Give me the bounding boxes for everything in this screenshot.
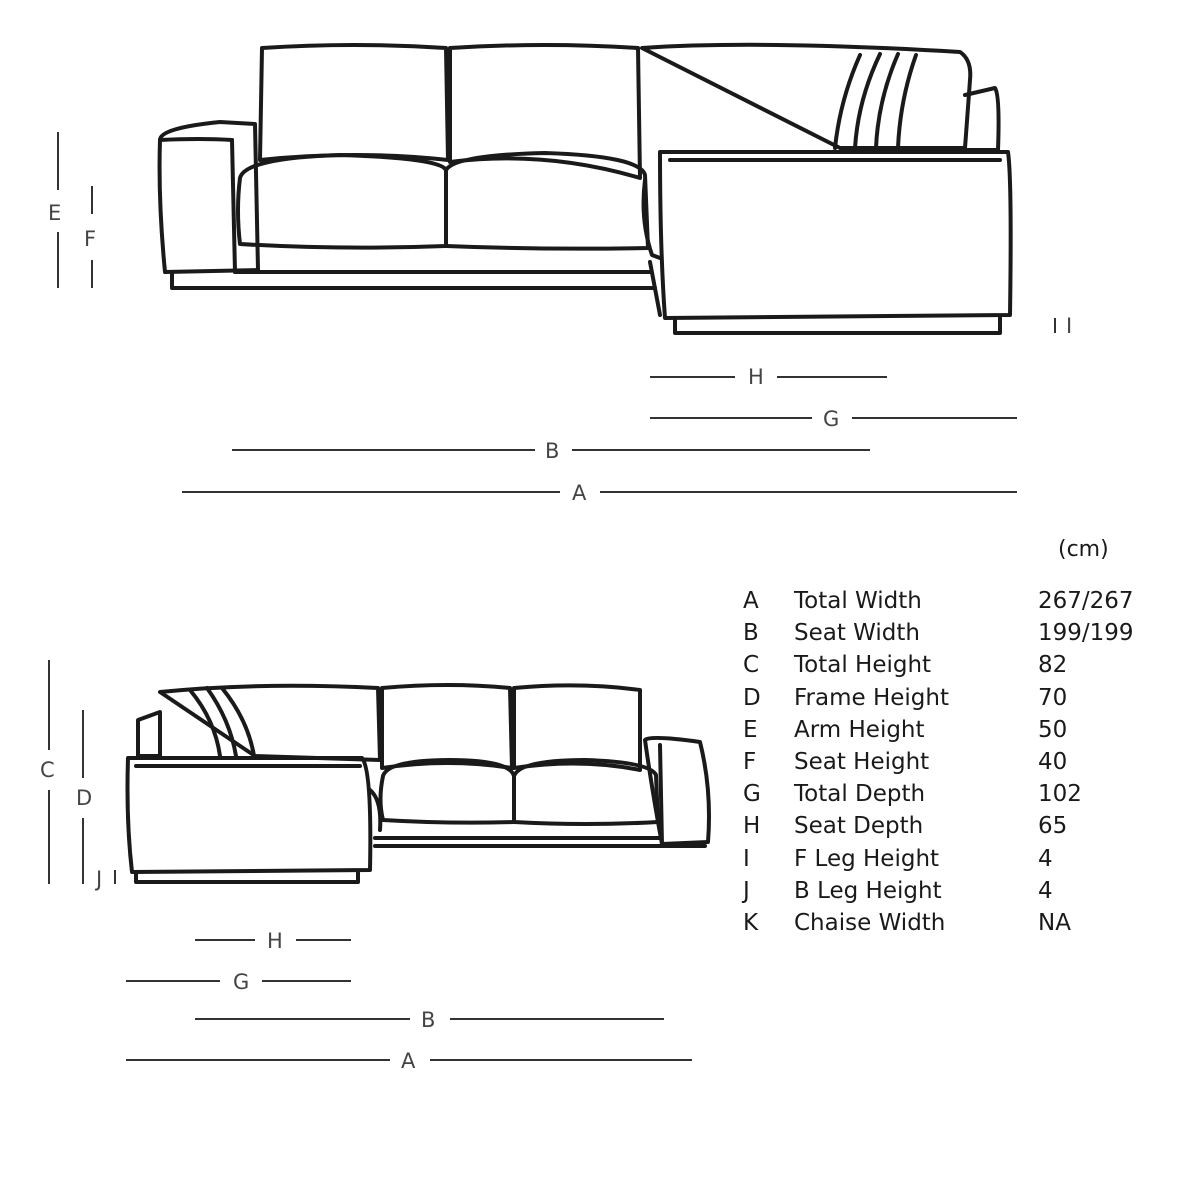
spec-value: 4: [1038, 845, 1053, 872]
spec-code: C: [743, 652, 760, 679]
spec-name: Seat Height: [794, 748, 930, 775]
sofa-drawing-top: [160, 45, 1011, 333]
label-b-bottom: B: [421, 1008, 436, 1032]
spec-code: E: [743, 716, 758, 743]
spec-code: F: [743, 748, 757, 775]
sofa-drawing-bottom: [128, 685, 710, 882]
spec-code: D: [743, 684, 761, 711]
label-g-top: G: [823, 407, 840, 431]
spec-value: 199/199: [1038, 620, 1134, 647]
spec-value: 102: [1038, 781, 1082, 808]
spec-name: Arm Height: [794, 716, 925, 743]
label-a-bottom: A: [401, 1049, 416, 1073]
dimension-labels-bottom: [40, 758, 435, 1073]
spec-name: Chaise Width: [794, 909, 946, 936]
label-f-top: F: [84, 227, 97, 251]
spec-name: Total Height: [794, 652, 932, 679]
dimension-labels-top: [48, 201, 1072, 505]
label-j-bottom: J: [96, 867, 103, 891]
label-c-bottom: C: [40, 758, 55, 782]
spec-value: 40: [1038, 748, 1068, 775]
spec-value: 267/267: [1038, 588, 1134, 614]
spec-value: 65: [1038, 813, 1068, 840]
spec-value: 50: [1038, 716, 1068, 743]
spec-code: G: [743, 781, 761, 808]
spec-value: 70: [1038, 684, 1068, 711]
spec-name: Total Width: [794, 588, 922, 614]
spec-code: I: [743, 845, 750, 872]
spec-name: Seat Width: [794, 620, 920, 647]
spec-value: NA: [1038, 909, 1071, 936]
label-g-bottom: G: [233, 970, 250, 994]
spec-value: 4: [1038, 877, 1053, 904]
spec-name: Total Depth: [794, 781, 926, 808]
label-b-top: B: [545, 439, 560, 463]
spec-name: Frame Height: [794, 684, 950, 711]
spec-name: B Leg Height: [794, 877, 942, 904]
spec-code: J: [743, 877, 750, 904]
label-i-top: I: [1066, 314, 1073, 338]
spec-code: B: [743, 620, 759, 647]
label-e-top: E: [48, 201, 62, 225]
label-a-top: A: [572, 481, 587, 505]
spec-value: 82: [1038, 652, 1068, 679]
label-h-top: H: [748, 365, 764, 389]
label-d-bottom: D: [76, 786, 93, 810]
spec-name: Seat Depth: [794, 813, 924, 840]
label-h-bottom: H: [267, 929, 283, 953]
dimension-lines-top: [58, 132, 1055, 492]
spec-name: F Leg Height: [794, 845, 940, 872]
spec-code: A: [743, 588, 759, 614]
spec-code: K: [743, 909, 759, 936]
unit-label: (cm): [1058, 537, 1109, 562]
spec-code: H: [743, 813, 761, 840]
